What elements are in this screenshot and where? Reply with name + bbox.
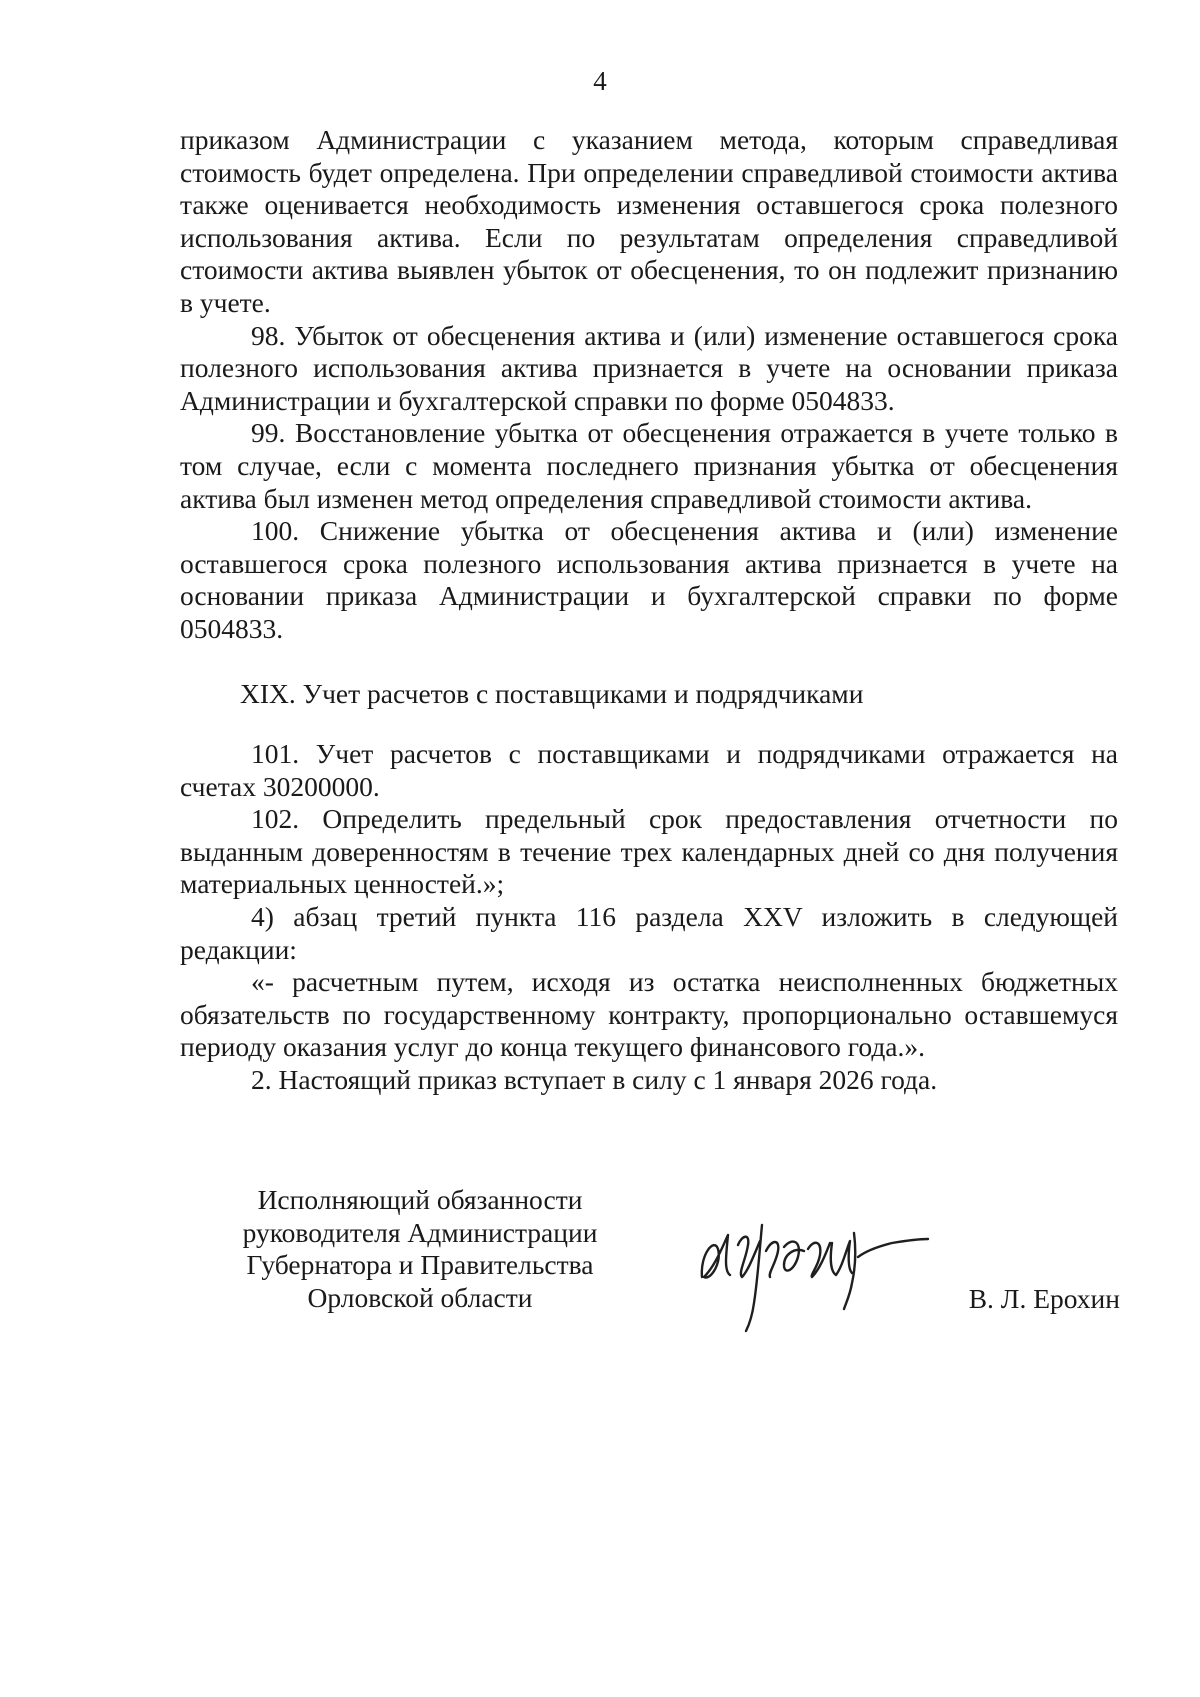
paragraph-100: 100. Снижение убытка от обесценения актива и (или) изменение оставшегося срока полезного использования актива признается в учете на основании приказа Администрации и бухгалтерской справки по форме 0504833.	[180, 515, 1118, 644]
paragraph-101: 101. Учет расчетов с поставщиками и подрядчиками отражается на счетах 30200000.	[180, 738, 1118, 802]
signer-name: В. Л. Ерохин	[968, 1283, 1120, 1314]
position-line: Орловской области	[307, 1281, 533, 1313]
paragraph-99: 99. Восстановление убытка от обесценения отражается в учете только в том случае, если с момента последнего признания убытка от обесценения актива был изменен метод определения справедливой стоимости актива.	[180, 417, 1118, 514]
section-heading: XIX. Учет расчетов с поставщиками и подрядчиками	[240, 677, 864, 709]
paragraph-continuation: приказом Администрации с указанием метода, которым справедливая стоимость будет определена. При определении справедливой стоимости актива также оценивается необходимость изменения оставшегося срока полезного использования актива. Если по результатам определения справедливой стоимости актива выявлен убыток от обесценения, то он подлежит признанию в учете.	[180, 124, 1118, 318]
page-number: 4	[593, 66, 607, 96]
paragraph-effective-date: 2. Настоящий приказ вступает в силу с 1 января 2026 года.	[251, 1064, 938, 1096]
paragraph-quoted-text: «- расчетным путем, исходя из остатка неисполненных бюджетных обязательств по государственному контракту, пропорционально оставшемуся периоду оказания услуг до конца текущего финансового года.».	[180, 966, 1118, 1063]
signatory-position	[195, 1184, 645, 1314]
document-body	[180, 124, 1118, 1097]
paragraph-amendment-4: 4) абзац третий пункта 116 раздела XXV изложить в следующей редакции:	[180, 901, 1118, 965]
position-line: Исполняющий обязанности	[257, 1184, 583, 1215]
position-line: руководителя Администрации	[242, 1216, 598, 1248]
paragraph-102: 102. Определить предельный срок предоставления отчетности по выданным доверенностям в течение трех календарных дней со дня получения материальных ценностей.»;	[180, 803, 1118, 900]
position-line: Губернатора и Правительства	[246, 1249, 594, 1281]
paragraph-98: 98. Убыток от обесценения актива и (или) изменение оставшегося срока полезного использования актива признается в учете на основании приказа Администрации и бухгалтерской справки по форме 0504833.	[180, 319, 1118, 416]
